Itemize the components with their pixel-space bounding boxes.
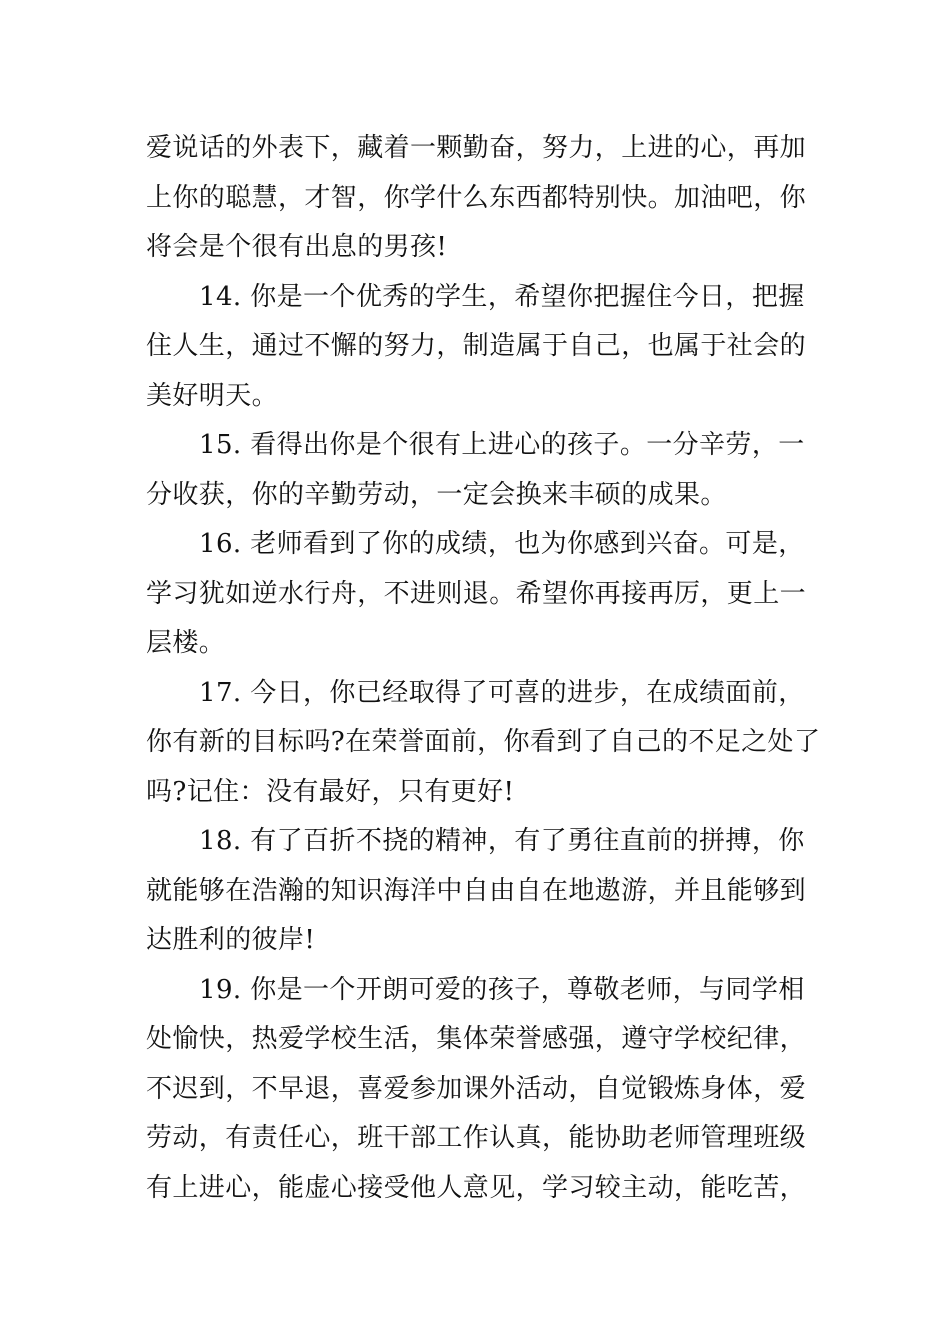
paragraph-item-17: [146, 669, 821, 818]
text-line: 爱说话的外表下，藏着一颗勤奋，努力，上进的心，再加: [146, 133, 807, 163]
text-line: 分收获，你的辛勤劳动，一定会换来丰硕的成果。: [146, 479, 727, 510]
text-line: 层楼。: [146, 628, 226, 658]
text-line: 将会是个很有出息的男孩!: [146, 232, 448, 262]
text-line: 就能够在浩瀚的知识海洋中自由自在地遨游，并且能够到: [146, 875, 807, 906]
text-line: 18. 有了百折不挠的精神，有了勇往直前的拼搏，你: [199, 826, 805, 856]
text-line: 住人生，通过不懈的努力，制造属于自己，也属于社会的: [146, 331, 807, 361]
text-line: 14. 你是一个优秀的学生，希望你把握住今日，把握: [199, 281, 805, 312]
paragraph-item-19: [146, 966, 806, 1214]
paragraph-continuation: [146, 124, 806, 273]
text-line: 15. 看得出你是个很有上进心的孩子。一分辛劳，一: [199, 430, 805, 460]
text-line: 你有新的目标吗?在荣誉面前，你看到了自己的不足之处了: [146, 727, 821, 757]
text-line: 17. 今日，你已经取得了可喜的进步，在成绩面前，: [199, 677, 805, 708]
text-line: 吗?记住：没有最好，只有更好!: [146, 776, 515, 807]
text-line: 美好明天。: [146, 380, 279, 411]
text-line: 不迟到，不早退，喜爱参加课外活动，自觉锻炼身体，爱: [146, 1073, 807, 1104]
text-line: 19. 你是一个开朗可爱的孩子，尊敬老师，与同学相: [199, 974, 805, 1005]
text-line: 有上进心，能虚心接受他人意见，学习较主动，能吃苦，: [146, 1172, 807, 1203]
text-line: 上你的聪慧，才智，你学什么东西都特别快。加油吧，你: [146, 182, 807, 213]
paragraph-item-18: [146, 817, 806, 966]
paragraph-item-14: [146, 273, 806, 422]
document-body: [146, 124, 821, 1213]
paragraph-item-16: [146, 520, 806, 669]
text-line: 学习犹如逆水行舟，不进则退。希望你再接再厉，更上一: [146, 578, 807, 609]
text-line: 处愉快，热爱学校生活，集体荣誉感强，遵守学校纪律，: [146, 1024, 807, 1054]
text-line: 劳动，有责任心，班干部工作认真，能协助老师管理班级: [146, 1123, 807, 1153]
paragraph-item-15: [146, 421, 806, 520]
text-line: 16. 老师看到了你的成绩，也为你感到兴奋。可是，: [199, 529, 805, 559]
text-line: 达胜利的彼岸!: [146, 925, 316, 955]
